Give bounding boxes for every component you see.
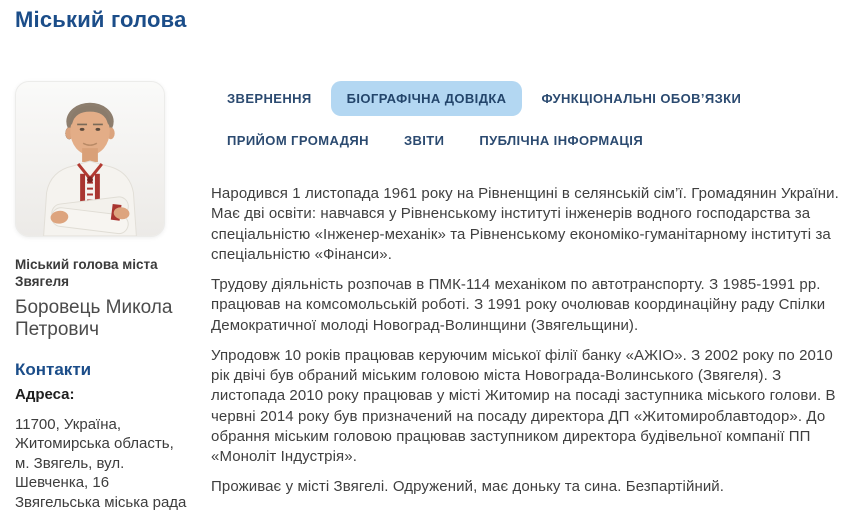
bio-paragraph-early-career: Трудову діяльність розпочав в ПМК-114 механіком по автотранспорту. З 1985-1991 рр. працював на комсомольській роботі. З 1991 року очолював координаційну раду Спілки Демократичної молоді Новоград-Волинщини (Звягельщини). bbox=[211, 276, 826, 334]
mayor-portrait-image bbox=[16, 82, 164, 236]
mayor-name: Боровець Микола Петрович bbox=[15, 296, 173, 341]
mayor-photo bbox=[15, 81, 165, 237]
contacts-heading: Контакти bbox=[15, 359, 92, 379]
organization-text: Звягельська міська рада bbox=[15, 493, 187, 511]
tab-zvity[interactable]: ЗВІТИ bbox=[403, 133, 445, 148]
tab-bar bbox=[211, 81, 845, 158]
mayor-position-caption: Міський голова міста Звягеля bbox=[15, 257, 158, 289]
address-text: 11700, Україна, Житомирська область, м. Звягель, вул. Шевченка, 16 bbox=[15, 415, 174, 492]
tab-funktsionalni-oboviazky[interactable]: ФУНКЦІОНАЛЬНІ ОБОВ’ЯЗКИ bbox=[541, 91, 742, 106]
address-label: Адреса: bbox=[15, 385, 75, 403]
tab-biografichna-dovidka[interactable]: БІОГРАФІЧНА ДОВІДКА bbox=[331, 81, 523, 116]
page-title: Міський голова bbox=[15, 7, 187, 32]
biography-section bbox=[211, 184, 845, 498]
page-layout bbox=[15, 81, 845, 512]
tab-pryiom-hromadian[interactable]: ПРИЙОМ ГРОМАДЯН bbox=[227, 133, 369, 148]
main-content bbox=[211, 81, 845, 508]
bio-paragraph-personal: Проживає у місті Звягелі. Одружений, має доньку та сина. Безпартійний. bbox=[211, 478, 725, 496]
tab-publichna-informatsiia[interactable]: ПУБЛІЧНА ІНФОРМАЦІЯ bbox=[479, 133, 644, 148]
tab-zvernennia[interactable]: ЗВЕРНЕННЯ bbox=[227, 91, 312, 106]
bio-paragraph-positions: Упродовж 10 років працював керуючим міської філії банку «АЖІО». З 2002 року по 2010 рік двічі був обраний міським головою міста Новограда-Волинського (Звягеля). З листопада 2010 року працював у місті Житомир на посаді заступника міського голови. В червні 2014 року був призначений на посаду директора ДП «Житомироблавтодор». До обрання міським головою працював заступником директора будівельної компанії ПП «Моноліт Індустрія». bbox=[211, 346, 836, 465]
bio-paragraph-birth-education: Народився 1 листопада 1961 року на Рівненщині в селянській сім’ї. Громадянин України. Має дві освіти: навчався у Рівненському інституті інженерів водного господарства за спеціальністю «Інженер-механік» та Рівненському економіко-гуманітарному інституті за спеціальністю «Фінанси». bbox=[211, 185, 839, 263]
profile-sidebar bbox=[15, 81, 192, 512]
